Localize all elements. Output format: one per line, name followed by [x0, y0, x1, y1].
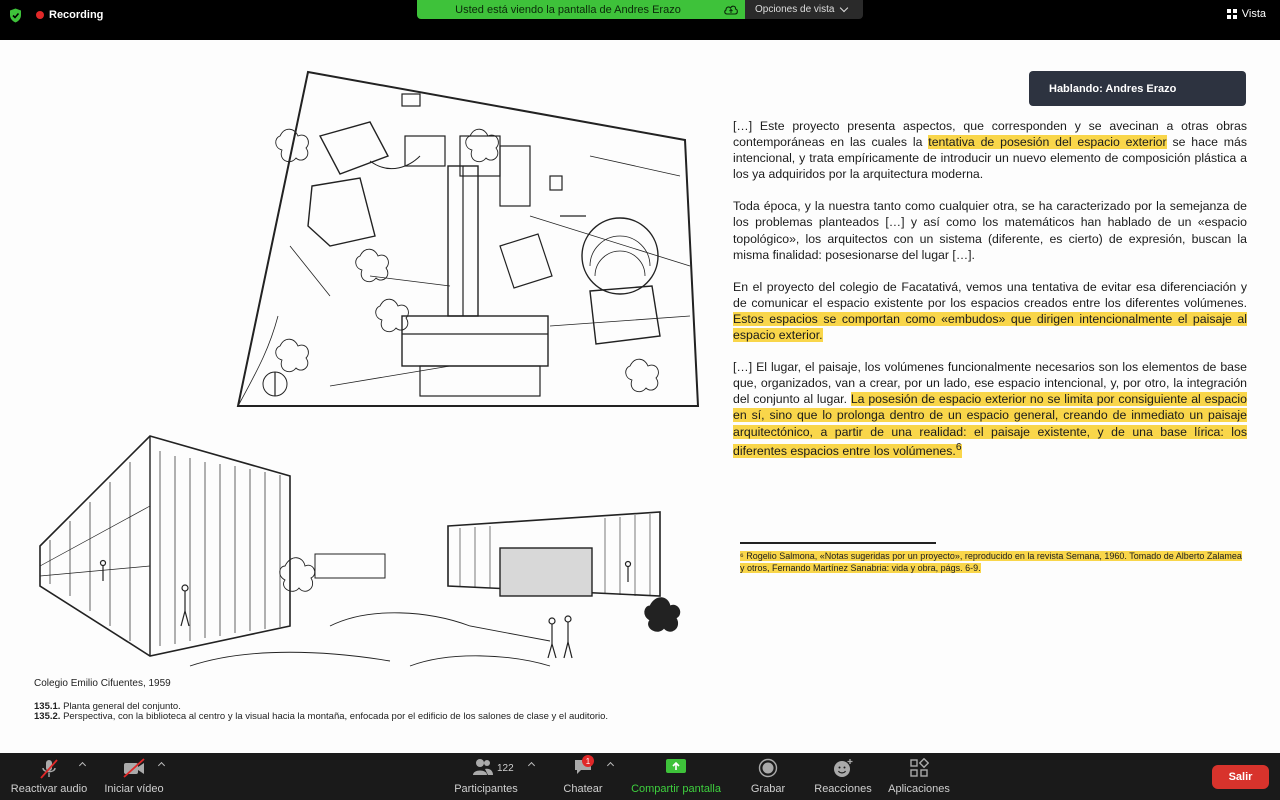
perspective-drawing	[40, 436, 680, 666]
recording-dot-icon	[36, 11, 44, 19]
paragraph-3	[733, 279, 1247, 343]
apps-label: Aplicaciones	[888, 783, 950, 795]
view-label: Vista	[1241, 8, 1266, 20]
view-options-label: Opciones de vista	[755, 4, 835, 15]
chevron-down-icon	[839, 4, 847, 12]
footnote-marker: 6	[955, 441, 962, 453]
document-text	[733, 118, 1247, 475]
record-button[interactable]	[746, 753, 790, 800]
paragraph-4-text: […] El lugar, el paisaje, los volúmenes funcionalmente necesarios son los elementos de base que, organizados, van a crear, por un lado, ese espacio intencional, y, por otro, la integración del conjunto al lugar.	[733, 360, 1247, 407]
footnote-text: ⁶ Rogelio Salmona, «Notas sugeridas por un proyecto», reproducido en la revista Semana, 1960. Tomado de Alberto Zalamea y otros, Fernando Martínez Sanabria: vida y obra, págs. 6-9.	[740, 551, 1242, 573]
top-bar	[0, 0, 1280, 40]
unmute-button[interactable]	[6, 753, 92, 800]
view-options-button[interactable]	[745, 0, 863, 19]
caption-1-number: 135.1.	[34, 701, 61, 712]
chat-badge: 1	[582, 755, 594, 767]
meeting-toolbar	[0, 753, 1280, 800]
participants-caret-icon[interactable]	[528, 762, 535, 769]
caption-2	[34, 712, 608, 722]
reactions-label: Reacciones	[814, 783, 872, 795]
unmute-label: Reactivar audio	[10, 783, 88, 795]
chat-caret-icon[interactable]	[607, 762, 614, 769]
leave-meeting-button[interactable]	[1212, 765, 1269, 789]
muted-microphone-icon	[38, 758, 60, 780]
active-speaker-text: Hablando: Andres Erazo	[1049, 82, 1177, 95]
reactions-icon	[832, 758, 854, 778]
highlight-1: tentativa de posesión del espacio exterior	[928, 135, 1167, 150]
highlight-4-text: La posesión de espacio exterior no se limita por consiguiente al espacio en sí, sino que lo prolonga dentro de un espacio general, creando de inmediato un paisaje arquitectónico, a partir de una realidad: el paisaje existente, y de una base lírica: los diferentes espacios entre los volúmenes.	[733, 392, 1247, 458]
paragraph-1-text: […] Este proyecto presenta aspectos, que corresponden y se avecinan a otras obras contemporáneas en las cuales la	[733, 119, 1247, 150]
grid-view-icon	[1227, 9, 1237, 19]
share-screen-icon	[665, 758, 687, 774]
recording-indicator[interactable]	[36, 9, 103, 21]
figure-captions	[34, 702, 608, 722]
reactions-button[interactable]	[812, 753, 874, 800]
share-banner-text: Usted está viendo la pantalla de Andres Erazo	[455, 3, 681, 16]
caption-2-text: Perspectiva, con la biblioteca al centro y la visual hacia la montaña, enfocada por el edificio de los salones de clase y el auditorio.	[63, 711, 609, 722]
apps-button[interactable]	[884, 753, 954, 800]
cloud-icon[interactable]	[723, 3, 739, 16]
recording-label: Recording	[49, 9, 104, 21]
paragraph-1	[733, 118, 1247, 182]
record-icon	[758, 758, 778, 778]
chat-button[interactable]	[558, 753, 608, 800]
paragraph-1-text-end: se hace más intencional, y trata empíricamente de introducir un nuevo elemento de composición plástica a los ya adquiridos por la arquitectura moderna.	[733, 135, 1247, 182]
share-screen-label: Compartir pantalla	[631, 783, 721, 795]
view-button[interactable]	[1227, 8, 1266, 20]
shared-screen	[0, 40, 1280, 753]
architecture-drawings	[30, 66, 710, 676]
paragraph-2: Toda época, y la nuestra tanto como cualquier otra, se ha caracterizado por la semejanza de los problemas planteados […] y así como los matemáticos han hablado de un «espacio topológico», los arquitectos con un sistema (diferente, es cierto) de expresión, buscan la misma finalidad: posesionarse del lugar […].	[733, 199, 1247, 262]
video-off-icon	[122, 758, 146, 778]
leave-label: Salir	[1228, 771, 1253, 783]
paragraph-4	[733, 359, 1247, 459]
start-video-label: Iniciar vídeo	[104, 783, 164, 795]
chat-label: Chatear	[563, 783, 603, 795]
footnote-divider	[740, 542, 936, 544]
record-label: Grabar	[750, 783, 786, 795]
apps-icon	[909, 758, 929, 778]
footnote	[740, 550, 1245, 574]
share-screen-button[interactable]	[626, 753, 726, 800]
participants-label: Participantes	[454, 783, 518, 795]
caption-1-text: Planta general del conjunto.	[63, 701, 181, 712]
site-plan-drawing	[238, 72, 698, 406]
active-speaker-label	[1029, 71, 1246, 106]
figure-caption-title: Colegio Emilio Cifuentes, 1959	[34, 678, 171, 689]
highlight-3: Estos espacios se comportan como «embudos» que dirigen intencionalmente el paisaje al espacio exterior.	[733, 311, 1247, 343]
screen-share-banner	[417, 0, 745, 19]
paragraph-3-text: En el proyecto del colegio de Facatativá, vemos una tentativa de evitar esa diferenciación y de comunicar el espacio existente por los espacios creados entre los diferentes volúmenes.	[733, 279, 1247, 310]
participant-count: 122	[497, 763, 514, 774]
caption-2-number: 135.2.	[34, 711, 61, 722]
participants-icon	[472, 758, 494, 776]
start-video-button[interactable]	[100, 753, 168, 800]
participants-button[interactable]	[450, 753, 522, 800]
shield-icon[interactable]	[9, 8, 22, 23]
